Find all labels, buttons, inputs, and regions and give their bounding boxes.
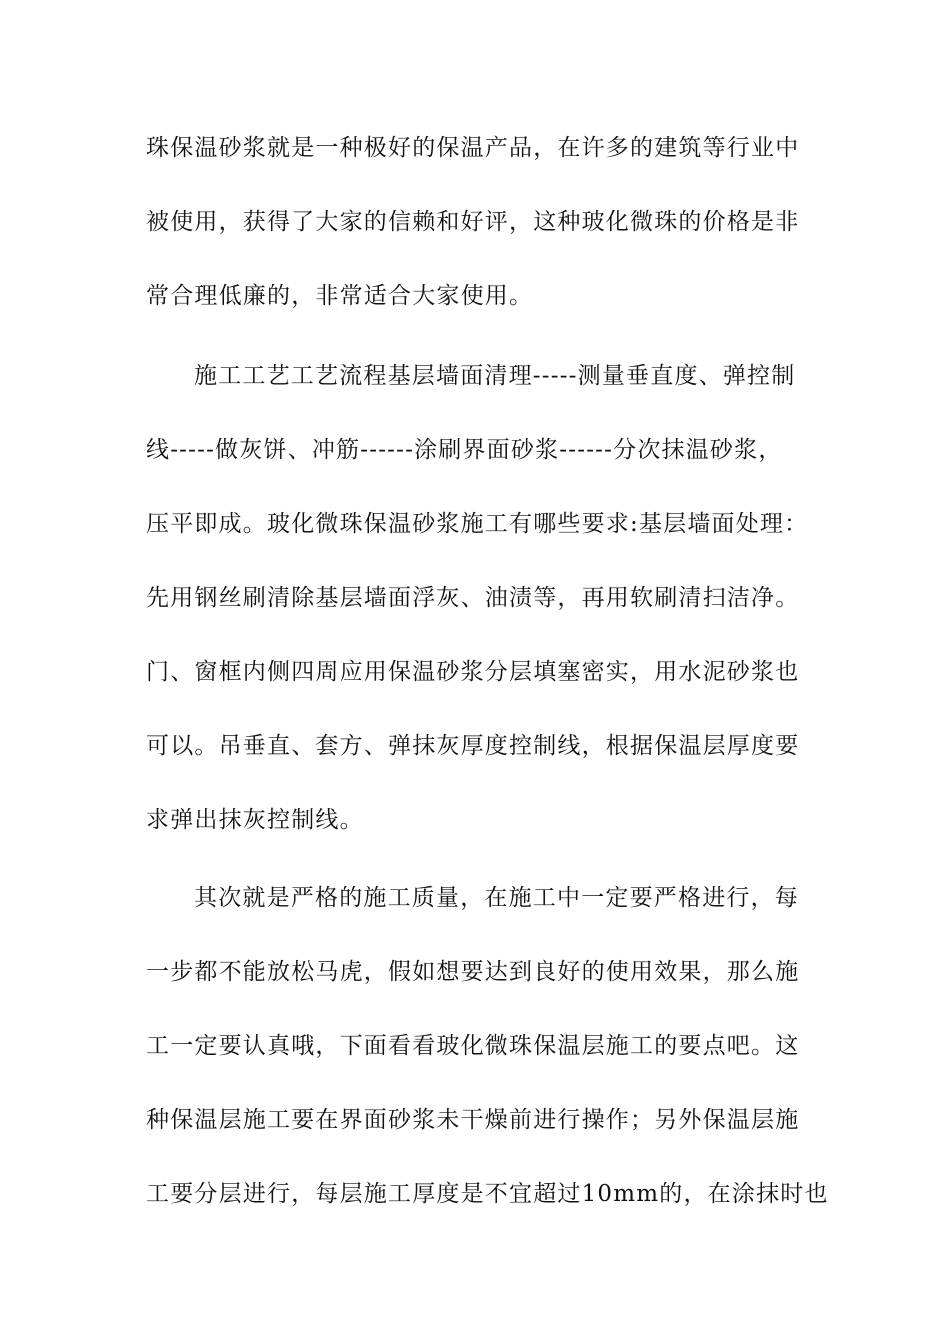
text-line: 线-----做灰饼、冲筋------涂刷界面砂浆------分次抹温砂浆， bbox=[146, 437, 783, 463]
text-line: 工要分层进行，每层施工厚度是不宜超过10mm的，在涂抹时也 bbox=[146, 1181, 829, 1207]
text-line: 一步都不能放松马虎，假如想要达到良好的使用效果，那么施 bbox=[146, 959, 800, 985]
text-line: 可以。吊垂直、套方、弹抹灰厚度控制线，根据保温层厚度要 bbox=[146, 733, 800, 759]
text-line: 压平即成。玻化微珠保温砂浆施工有哪些要求:基层墙面处理： bbox=[146, 511, 809, 537]
paragraph-first-line: 施工工艺工艺流程基层墙面清理-----测量垂直度、弹控制 bbox=[194, 363, 796, 389]
text-line: 常合理低廉的，非常适合大家使用。 bbox=[146, 283, 534, 309]
text-line: 先用钢丝刷清除基层墙面浮灰、油渍等，再用软刷清扫洁净。 bbox=[146, 585, 800, 611]
text-line: 种保温层施工要在界面砂浆未干燥前进行操作；另外保温层施 bbox=[146, 1107, 800, 1133]
text-line: 珠保温砂浆就是一种极好的保温产品，在许多的建筑等行业中 bbox=[146, 135, 800, 161]
text-line: 门、窗框内侧四周应用保温砂浆分层填塞密实，用水泥砂浆也 bbox=[146, 659, 800, 685]
paragraph-first-line: 其次就是严格的施工质量，在施工中一定要严格进行，每 bbox=[194, 885, 799, 911]
text-line: 被使用，获得了大家的信赖和好评，这种玻化微珠的价格是非 bbox=[146, 209, 800, 235]
text-line: 工一定要认真哦，下面看看玻化微珠保温层施工的要点吧。这 bbox=[146, 1033, 800, 1059]
text-line: 求弹出抹灰控制线。 bbox=[146, 807, 364, 833]
